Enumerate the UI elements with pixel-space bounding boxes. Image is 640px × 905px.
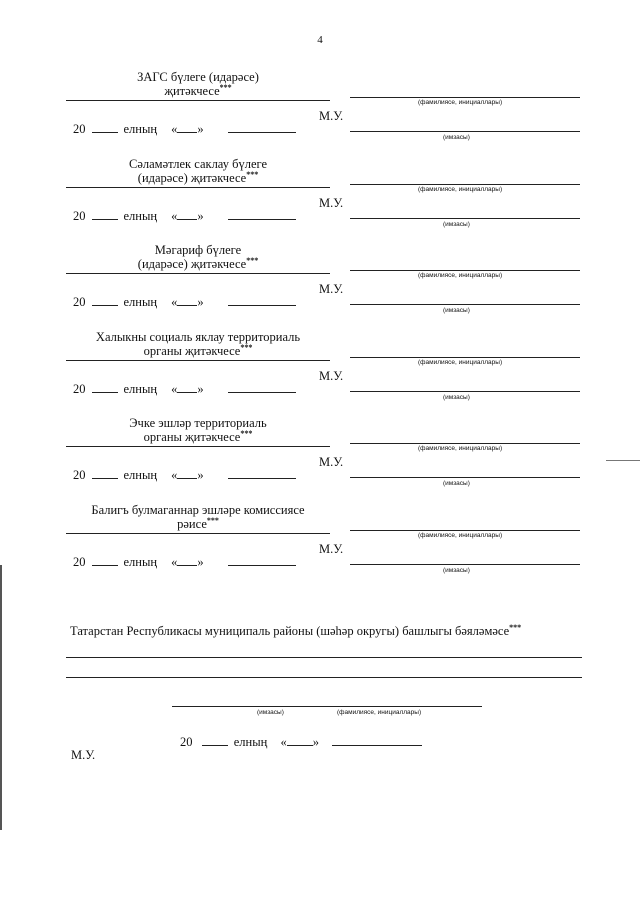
signature-line — [350, 564, 580, 565]
final-heading-stars: *** — [509, 622, 522, 632]
block-title-line-2: җитәкчесе — [164, 84, 220, 98]
block-left-line — [66, 187, 330, 188]
year-prefix: 20 — [73, 382, 86, 396]
open-quote: « — [280, 735, 287, 749]
block-title — [66, 416, 330, 444]
year-prefix: 20 — [180, 735, 193, 749]
signature-line — [350, 304, 580, 305]
block-title-line-2: (идарәсе) җитәкчесе — [137, 171, 247, 185]
caption-sign: (имзасы) — [443, 394, 470, 401]
year-blank[interactable] — [92, 121, 118, 133]
name-line — [350, 357, 580, 358]
block-title-stars: *** — [240, 342, 253, 352]
final-heading-text: Татарстан Республикасы муниципаль районы (шәһәр округы) башлыгы бәяләмәсе — [70, 624, 510, 638]
scan-edge-mark — [0, 565, 2, 830]
mu-stamp: М.У. — [319, 196, 344, 210]
caption-name: (фамилиясе, инициаллары) — [418, 532, 503, 539]
caption-name: (фамилиясе, инициаллары) — [418, 272, 503, 279]
open-quote: « — [171, 209, 178, 223]
caption-sign: (имзасы) — [443, 480, 470, 487]
block-title-stars: *** — [246, 255, 259, 265]
year-word: елның — [123, 209, 158, 223]
month-blank[interactable] — [228, 381, 296, 393]
caption-sign: (имзасы) — [443, 221, 470, 228]
name-line — [350, 443, 580, 444]
open-quote: « — [171, 468, 178, 482]
year-word: елның — [123, 555, 158, 569]
block-title-stars: *** — [219, 82, 232, 92]
month-blank[interactable] — [228, 554, 296, 566]
block-title-line-1: Эчке эшләр территориаль — [129, 416, 267, 430]
close-quote: » — [197, 382, 204, 396]
final-heading — [70, 624, 521, 639]
year-blank[interactable] — [92, 294, 118, 306]
final-signature-line — [172, 706, 482, 707]
close-quote: » — [197, 555, 204, 569]
day-blank[interactable] — [177, 467, 197, 479]
block-date-line — [73, 294, 296, 310]
block-title — [66, 70, 330, 98]
signature-line — [350, 131, 580, 132]
block-date-line — [73, 121, 296, 137]
page-number: 4 — [317, 34, 323, 46]
year-prefix: 20 — [73, 209, 86, 223]
block-left-line — [66, 446, 330, 447]
block-title-line-1: Халыкны социаль яклау территориаль — [95, 330, 301, 344]
block-title-line-1: Сәламәтлек саклау бүлеге — [128, 157, 268, 171]
year-word: елның — [123, 382, 158, 396]
year-prefix: 20 — [73, 122, 86, 136]
name-line — [350, 270, 580, 271]
scan-mark-right — [606, 460, 640, 461]
block-title-stars: *** — [240, 428, 253, 438]
month-blank[interactable] — [228, 294, 296, 306]
final-date-line — [180, 734, 422, 750]
block-left-line — [66, 100, 330, 101]
year-blank[interactable] — [92, 467, 118, 479]
name-line — [350, 97, 580, 98]
caption-name: (фамилиясе, инициаллары) — [418, 359, 503, 366]
open-quote: « — [171, 295, 178, 309]
block-title-line-2: органы җитәкчесе — [143, 430, 241, 444]
day-blank[interactable] — [177, 381, 197, 393]
final-text-line-1 — [66, 657, 582, 658]
month-blank[interactable] — [332, 734, 422, 746]
mu-stamp: М.У. — [319, 369, 344, 383]
caption-name: (фамилиясе, инициаллары) — [418, 99, 503, 106]
block-title-line-2: рәисе — [177, 517, 207, 531]
month-blank[interactable] — [228, 121, 296, 133]
year-word: елның — [123, 122, 158, 136]
block-title-stars: *** — [246, 169, 259, 179]
caption-sign: (имзасы) — [443, 134, 470, 141]
block-left-line — [66, 273, 330, 274]
year-word: елның — [123, 295, 158, 309]
open-quote: « — [171, 382, 178, 396]
block-title — [66, 330, 330, 358]
day-blank[interactable] — [177, 554, 197, 566]
block-title — [66, 503, 330, 531]
caption-name: (фамилиясе, инициаллары) — [418, 186, 503, 193]
open-quote: « — [171, 555, 178, 569]
mu-stamp: М.У. — [319, 282, 344, 296]
block-title-line-2: (идарәсе) җитәкчесе — [137, 257, 247, 271]
block-title-line-2: органы җитәкчесе — [143, 344, 241, 358]
signature-line — [350, 477, 580, 478]
close-quote: » — [197, 295, 204, 309]
year-blank[interactable] — [92, 208, 118, 220]
block-title-line-1: Мәгариф бүлеге — [154, 243, 242, 257]
final-text-line-2 — [66, 677, 582, 678]
day-blank[interactable] — [177, 121, 197, 133]
mu-stamp: М.У. — [319, 455, 344, 469]
block-left-line — [66, 360, 330, 361]
final-caption-name: (фамилиясе, инициаллары) — [337, 709, 422, 716]
signature-line — [350, 218, 580, 219]
year-prefix: 20 — [73, 295, 86, 309]
block-date-line — [73, 208, 296, 224]
year-prefix: 20 — [73, 555, 86, 569]
block-title — [66, 243, 330, 271]
signature-line — [350, 391, 580, 392]
caption-sign: (имзасы) — [443, 307, 470, 314]
final-mu-stamp: М.У. — [71, 748, 96, 762]
month-blank[interactable] — [228, 467, 296, 479]
block-title-line-1: Балигъ булмаганнар эшләре комиссиясе — [91, 503, 305, 517]
block-title-line-1: ЗАГС бүлеге (идарәсе) — [137, 70, 259, 84]
year-word: елның — [123, 468, 158, 482]
caption-sign: (имзасы) — [443, 567, 470, 574]
day-blank[interactable] — [177, 294, 197, 306]
year-blank[interactable] — [202, 734, 228, 746]
caption-name: (фамилиясе, инициаллары) — [418, 445, 503, 452]
year-blank[interactable] — [92, 554, 118, 566]
name-line — [350, 184, 580, 185]
block-left-line — [66, 533, 330, 534]
mu-stamp: М.У. — [319, 542, 344, 556]
year-prefix: 20 — [73, 468, 86, 482]
month-blank[interactable] — [228, 208, 296, 220]
block-date-line — [73, 554, 296, 570]
block-title — [66, 157, 330, 185]
mu-stamp: М.У. — [319, 109, 344, 123]
final-caption-sign: (имзасы) — [257, 709, 284, 716]
year-blank[interactable] — [92, 381, 118, 393]
close-quote: » — [197, 209, 204, 223]
day-blank[interactable] — [177, 208, 197, 220]
open-quote: « — [171, 122, 178, 136]
close-quote: » — [197, 468, 204, 482]
close-quote: » — [312, 735, 319, 749]
day-blank[interactable] — [287, 734, 313, 746]
year-word: елның — [233, 735, 268, 749]
close-quote: » — [197, 122, 204, 136]
block-date-line — [73, 381, 296, 397]
name-line — [350, 530, 580, 531]
block-title-stars: *** — [206, 515, 219, 525]
block-date-line — [73, 467, 296, 483]
